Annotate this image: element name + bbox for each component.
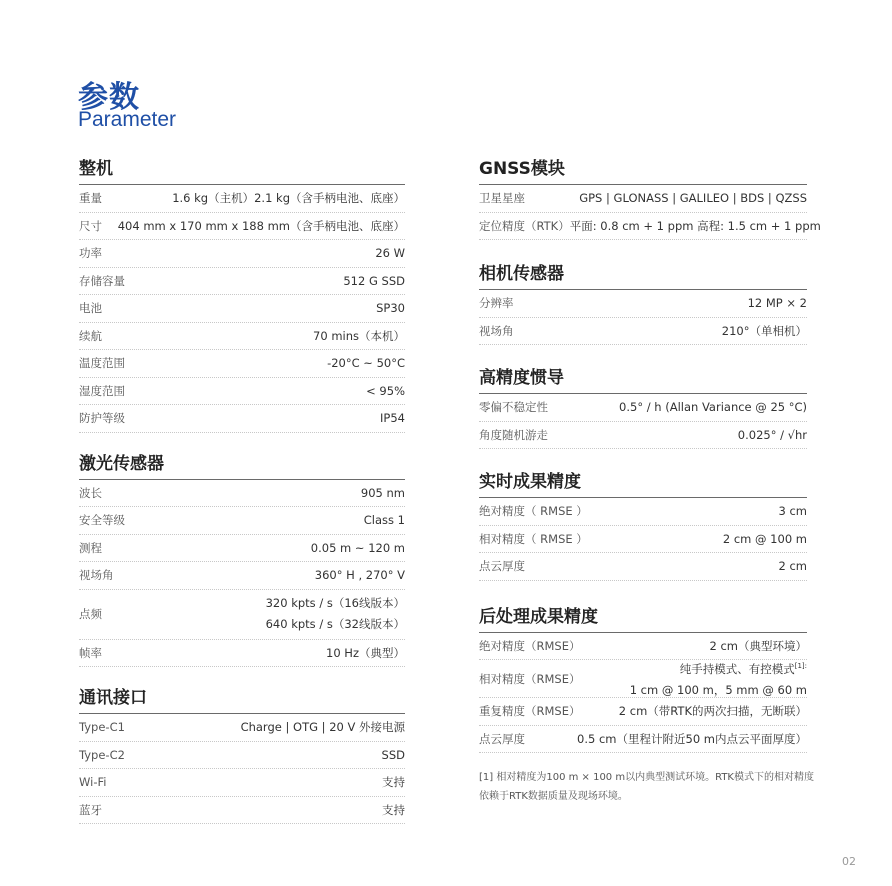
spec-value	[118, 218, 405, 234]
spec-value-line: 支持	[382, 802, 405, 817]
spec-row	[79, 295, 405, 323]
section-heading: 整机	[79, 154, 405, 185]
spec-row	[79, 507, 405, 535]
spec-row	[79, 185, 405, 213]
spec-row	[479, 422, 807, 450]
spec-section	[479, 259, 807, 345]
spec-value-line: 26 W	[375, 246, 405, 261]
spec-value	[722, 323, 807, 339]
right-column	[479, 154, 821, 753]
spec-value-line: 320 kpts / s（16线版本）	[265, 596, 405, 610]
spec-row	[479, 553, 807, 581]
spec-value-line: 2 cm	[778, 559, 807, 574]
spec-value	[366, 384, 405, 398]
spec-row	[479, 698, 807, 726]
spec-value-line: 10 Hz（典型）	[326, 645, 405, 660]
spec-label: 点频	[79, 607, 102, 621]
spec-section	[479, 467, 807, 581]
spec-value	[343, 274, 405, 288]
spec-value-line: < 95%	[366, 383, 405, 398]
spec-value	[241, 719, 405, 735]
spec-value-line: 2 cm（典型环境）	[709, 638, 807, 653]
spec-value	[779, 504, 808, 518]
spec-value	[630, 656, 807, 701]
spec-value-line: 0.5 cm（里程计附近50 m内点云平面厚度）	[577, 731, 807, 746]
spec-value	[375, 246, 405, 260]
spec-value-line: 2 cm（带RTK的两次扫描，无断联）	[618, 704, 807, 719]
section-heading: 相机传感器	[479, 259, 807, 290]
spec-value-line: Class 1	[363, 513, 405, 528]
spec-value-line: 支持	[382, 775, 405, 790]
spec-row	[79, 350, 405, 378]
spec-section	[79, 683, 405, 824]
footnote: [1] 相对精度为100 m × 100 m以内典型测试环境。RTK模式下的相对精度依赖于RTK数据质量及现场环境。	[479, 772, 814, 802]
spec-value-line: 210°（单相机）	[721, 323, 807, 338]
spec-label: 卫星星座	[479, 191, 525, 206]
spec-value	[382, 802, 405, 818]
spec-label: 相对精度（ RMSE ）	[479, 531, 588, 546]
spec-value-line: 12 MP × 2	[747, 296, 807, 311]
spec-row	[479, 726, 807, 754]
spec-value	[315, 568, 405, 582]
spec-label: 角度随机游走	[479, 427, 548, 442]
section-heading: 后处理成果精度	[479, 602, 807, 633]
section-heading: GNSS模块	[479, 154, 807, 185]
spec-label: 重复精度（RMSE）	[479, 704, 581, 719]
spec-row	[79, 562, 405, 590]
spec-label: 蓝牙	[79, 802, 102, 817]
section-heading: 通讯接口	[79, 683, 405, 714]
spec-value	[376, 301, 405, 315]
spec-row	[79, 640, 405, 668]
spec-value	[570, 218, 821, 234]
spec-value-line: 360° H , 270° V	[314, 568, 405, 583]
section-heading: 高精度惯导	[479, 363, 807, 394]
spec-row	[79, 480, 405, 508]
spec-label: 续航	[79, 328, 102, 343]
spec-label: 防护等级	[79, 411, 125, 426]
spec-value-line: 70 mins（本机）	[313, 328, 405, 343]
spec-label: 湿度范围	[79, 383, 125, 398]
spec-value-line: GPS | GLONASS | GALILEO | BDS | QZSS	[579, 191, 807, 206]
spec-value-line: IP54	[380, 411, 405, 426]
spec-value	[382, 774, 405, 790]
spec-row	[79, 323, 405, 351]
spec-value	[327, 356, 405, 370]
spec-row	[479, 290, 807, 318]
spec-row	[479, 185, 807, 213]
left-column	[79, 154, 405, 824]
spec-label: 温度范围	[79, 356, 125, 371]
spec-value	[311, 541, 405, 555]
spec-row	[479, 526, 807, 554]
spec-value-line: SP30	[376, 301, 405, 316]
spec-value-line: 0.05 m ~ 120 m	[310, 540, 405, 555]
spec-value-line: 905 nm	[360, 485, 405, 500]
spec-label: 点云厚度	[479, 559, 525, 574]
spec-row	[479, 394, 807, 422]
spec-label: Type-C2	[79, 747, 125, 762]
spec-row	[479, 498, 807, 526]
spec-value	[619, 400, 807, 414]
spec-value-line: 纯手持模式、有控模式	[679, 661, 795, 676]
spec-label: 相对精度（RMSE）	[479, 671, 581, 686]
spec-value	[577, 731, 807, 747]
spec-label: 尺寸	[79, 218, 102, 233]
spec-label: 定位精度（RTK）	[479, 218, 570, 233]
spec-value-line: 512 G SSD	[343, 273, 405, 288]
spec-value-line: 404 mm x 170 mm x 188 mm（含手柄电池、底座）	[117, 218, 405, 233]
spec-value-line: 1 cm @ 100 m，5 mm @ 60 m	[629, 682, 807, 697]
spec-value	[738, 428, 807, 442]
spec-value-line: 0.5° / h (Allan Variance @ 25 °C)	[619, 400, 807, 415]
spec-row	[79, 405, 405, 433]
spec-value	[382, 748, 405, 762]
spec-value	[172, 190, 405, 206]
spec-row	[79, 378, 405, 406]
spec-row	[79, 769, 405, 797]
spec-label: Type-C1	[79, 720, 125, 735]
spec-value-line: Charge | OTG | 20 V 外接电源	[240, 720, 405, 735]
spec-row	[79, 590, 405, 640]
spec-value	[710, 638, 808, 654]
spec-section	[79, 449, 405, 668]
spec-value-line: SSD	[381, 747, 405, 762]
spec-label: 帧率	[79, 645, 102, 660]
spec-row	[479, 213, 821, 241]
spec-label: 波长	[79, 485, 102, 500]
spec-label: 零偏不稳定性	[479, 400, 548, 415]
spec-row	[479, 660, 807, 698]
spec-row	[79, 268, 405, 296]
spec-label: 视场角	[79, 568, 114, 583]
spec-value-line: 0.025° / √hr	[737, 427, 807, 442]
spec-value	[619, 703, 807, 719]
spec-section	[479, 154, 821, 240]
spec-label: 绝对精度（RMSE）	[479, 638, 581, 653]
section-heading: 激光传感器	[79, 449, 405, 480]
spec-label: 电池	[79, 301, 102, 316]
spec-value-line: 2 cm @ 100 m	[722, 531, 807, 546]
spec-label: 功率	[79, 246, 102, 261]
spec-value	[579, 191, 807, 205]
spec-row	[79, 213, 405, 241]
spec-value	[380, 411, 405, 425]
spec-label: 分辨率	[479, 296, 514, 311]
page-number: 02	[842, 855, 856, 868]
spec-row	[79, 535, 405, 563]
spec-value	[779, 559, 808, 573]
spec-row	[79, 714, 405, 742]
spec-value-line: 3 cm	[778, 504, 807, 519]
spec-value	[364, 513, 405, 527]
spec-row	[479, 318, 807, 346]
spec-label: 重量	[79, 191, 102, 206]
spec-row	[79, 742, 405, 770]
spec-label: 测程	[79, 540, 102, 555]
spec-value	[361, 486, 405, 500]
spec-row	[79, 240, 405, 268]
footnote-marker: [1]:	[794, 662, 807, 671]
section-heading: 实时成果精度	[479, 467, 807, 498]
spec-value-line: 640 kpts / s（32线版本）	[265, 617, 405, 631]
spec-label: Wi-Fi	[79, 775, 107, 790]
spec-value	[748, 296, 807, 310]
spec-value-line: 1.6 kg（主机）2.1 kg（含手柄电池、底座）	[172, 191, 405, 206]
spec-value	[266, 593, 405, 635]
spec-value-line: 平面: 0.8 cm + 1 ppm 高程: 1.5 cm + 1 ppm	[569, 218, 821, 233]
spec-section	[479, 602, 807, 754]
spec-row	[79, 797, 405, 825]
page-title-cn: 参数	[78, 80, 140, 115]
spec-label: 点云厚度	[479, 731, 525, 746]
spec-label: 绝对精度（ RMSE ）	[479, 504, 588, 519]
spec-label: 存储容量	[79, 273, 125, 288]
spec-section	[79, 154, 405, 433]
spec-section	[479, 363, 807, 449]
spec-label: 安全等级	[79, 513, 125, 528]
spec-value	[313, 328, 405, 344]
spec-label: 视场角	[479, 323, 514, 338]
spec-value-line: -20°C ~ 50°C	[327, 356, 405, 371]
page-title-en: Parameter	[78, 108, 177, 131]
spec-value	[723, 532, 807, 546]
spec-value	[326, 645, 405, 661]
